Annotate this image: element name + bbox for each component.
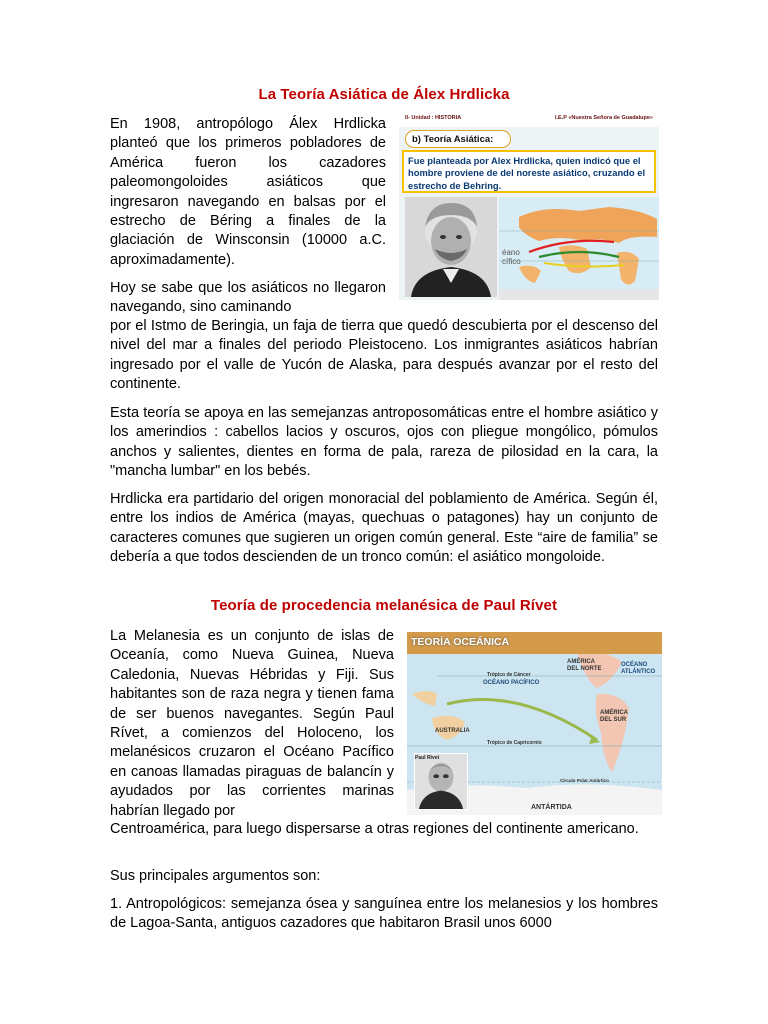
ocean-label: éano cífico bbox=[502, 248, 521, 266]
paragraph: Hrdlicka era partidario del origen monoracial del poblamiento de América. Según él, entre los indios de América (mayas, quechuas o patagones) hay un conjunto de caracteres comunes que sugieren un origen común general. Este “aire de familia” se debería a que todos descienden de un tronco común: el asiático mongoloide. bbox=[110, 491, 658, 566]
paragraph: Sus principales argumentos son: bbox=[110, 868, 321, 884]
map-title: TEORÍA OCEÁNICA bbox=[411, 636, 510, 648]
paul-rivet-portrait bbox=[414, 753, 468, 810]
world-migration-map bbox=[499, 197, 659, 300]
paragraph: La Melanesia es un conjunto de islas de Oceanía, como Nueva Guinea, Nueva Caledonia, Nuevas Hébridas y Fiji. Sus habitantes son de raza negra y tienen fama de ser buenos navegantes. Según Paul Rívet, a comienzos del Holoceno, los melanésicos cruzaron el Océano Pacífico en canoas llamadas piraguas de balancín y ayudados por las corrientes marinas habrían llegado por bbox=[110, 628, 394, 819]
map-label-paul-rivet: Paul Rivet bbox=[415, 755, 440, 761]
figure-header-right: I.E.P «Nuestra Señora de Guadalupe» bbox=[554, 115, 653, 121]
figure-title: b) Teoría Asiática: bbox=[405, 130, 511, 148]
map-label-pacific-ocean: OCÉANO PACÍFICO bbox=[483, 680, 540, 686]
paragraph: Centroamérica, para luego dispersarse a otras regiones del continente americano. bbox=[110, 821, 639, 837]
oceanic-theory-figure bbox=[407, 632, 662, 815]
asian-theory-figure bbox=[399, 113, 659, 300]
map-label-australia: AUSTRALIA bbox=[435, 728, 470, 734]
paragraph: Hoy se sabe que los asiáticos no llegaron navegando, sino caminando bbox=[110, 280, 386, 316]
section-heading-melanesian-theory: Teoría de procedencia melanésica de Paul Rívet bbox=[210, 597, 558, 614]
map-label-tropic-cancer: Trópico de Cáncer bbox=[487, 672, 531, 678]
paragraph: En 1908, antropólogo Álex Hrdlicka planteó que los primeros pobladores de América fueron los cazadores paleomongoloides asiáticos que ingresaron navegando en balsas por el estrecho de Béring a finales de la glaciación de Winsconsin (10000 a.C. aproximadamente). bbox=[110, 116, 386, 268]
paragraph: Esta teoría se apoya en las semejanzas antroposomáticas entre el hombre asiático y los amerindios : cabellos lacios y oscuros, ojos con pliegue mongólico, pómulos anchos y salientes, dientes en forma de pala, rareza de pilosidad en la cara, la "mancha lumbar" en los bebés. bbox=[110, 405, 658, 480]
map-label-atlantic-ocean: OCÉANO ATLÁNTICO bbox=[621, 662, 656, 675]
map-label-antarctic-circle: Círculo Polar Antártico bbox=[560, 778, 609, 783]
paragraph: 1. Antropológicos: semejanza ósea y sanguínea entre los melanesios y los hombres de Lagoa-Santa, antiguos cazadores que habitaron Brasil unos 6000 bbox=[110, 896, 658, 932]
map-label-north-america: AMÉRICA DEL NORTE bbox=[567, 659, 602, 672]
map-label-south-america: AMÉRICA DEL SUR bbox=[600, 710, 628, 723]
figure-header-left: II- Unidad : HISTORIA bbox=[405, 115, 462, 121]
map-label-tropic-capricorn: Trópico de Capricornio bbox=[487, 740, 542, 746]
hrdlicka-portrait bbox=[405, 197, 497, 297]
section-heading-asian-theory: La Teoría Asiática de Álex Hrdlicka bbox=[258, 86, 510, 103]
map-label-antarctica: ANTÁRTIDA bbox=[531, 804, 572, 811]
paragraph: por el Istmo de Beringia, un faja de tierra que quedó descubierta por el descenso del nivel del mar a finales del periodo Pleistoceno. Los inmigrantes asiáticos habrían ingresado por el valle de Yucón de Alaska, para después avanzar por el resto del continente. bbox=[110, 318, 658, 393]
figure-quote: Fue planteada por Alex Hrdlicka, quien indicó que el hombre proviene de del noreste asiático, cruzando el estrecho de Behring. bbox=[402, 150, 656, 193]
